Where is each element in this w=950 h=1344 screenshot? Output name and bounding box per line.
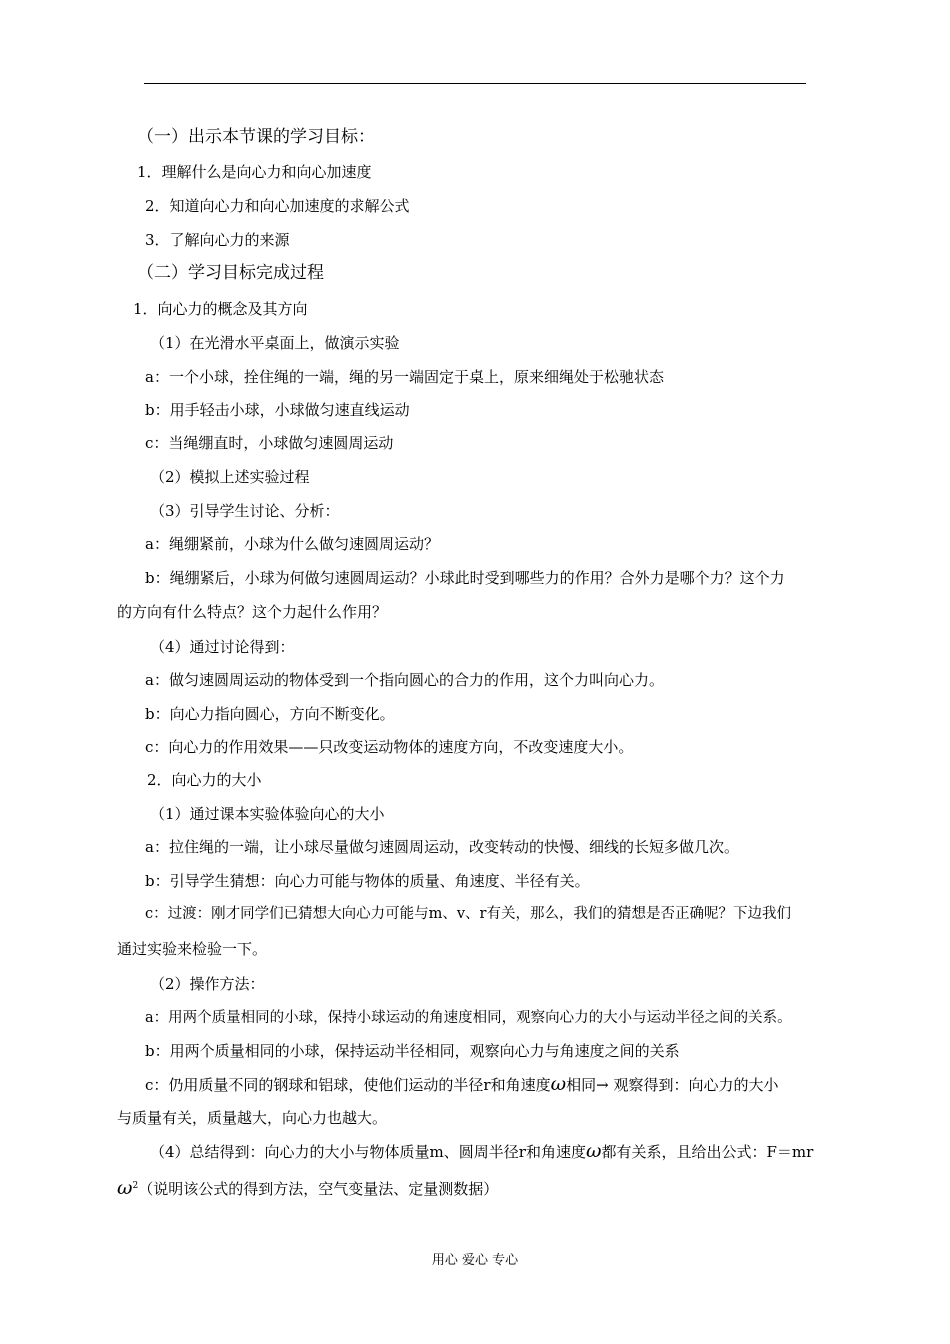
subheading-1: 1．向心力的概念及其方向 xyxy=(133,300,308,318)
paragraph: 与质量有关，质量越大，向心力也越大。 xyxy=(117,1109,388,1127)
page-footer: 用心 爱心 专心 xyxy=(431,1253,519,1268)
text-span: 都有关系，且给出公式：F＝mr xyxy=(601,1143,814,1161)
paragraph: a：拉住绳的一端，让小球尽量做匀速圆周运动，改变转动的快慢、细线的长短多做几次。 xyxy=(145,838,739,856)
text-span: 相同 xyxy=(566,1076,597,1094)
paragraph: b：用手轻击小球，小球做匀速直线运动 xyxy=(145,401,410,419)
paragraph: b：引导学生猜想：向心力可能与物体的质量、角速度、半径有关。 xyxy=(145,872,590,890)
paragraph: b：绳绷紧后，小球为何做匀速圆周运动？小球此时受到哪些力的作用？合外力是哪个力？这个力 xyxy=(145,569,785,587)
paragraph: c：当绳绷直时，小球做匀速圆周运动 xyxy=(145,434,394,452)
text-span: （4）总结得到：向心力的大小与物体质量m、圆周半径r和角速度 xyxy=(150,1143,586,1161)
header-rule xyxy=(144,83,806,84)
summary-line xyxy=(150,1141,813,1162)
objective-2: 2．知道向心力和向心加速度的求解公式 xyxy=(145,197,410,215)
paragraph: （1）在光滑水平桌面上，做演示实验 xyxy=(150,334,400,352)
omega-symbol: ω xyxy=(550,1073,567,1095)
omega-symbol: ω xyxy=(117,1177,133,1199)
arrow-icon: → xyxy=(596,1076,609,1094)
paragraph: a：用两个质量相同的小球，保持小球运动的角速度相同，观察向心力的大小与运动半径之间的关系。 xyxy=(145,1010,792,1026)
paragraph: 通过实验来检验一下。 xyxy=(117,940,268,958)
objective-3: 3．了解向心力的来源 xyxy=(145,231,290,249)
summary-line-cont xyxy=(117,1176,498,1199)
subheading-2: 2．向心力的大小 xyxy=(147,771,262,789)
paragraph: （2）模拟上述实验过程 xyxy=(150,468,310,486)
section-heading-2: （二）学习目标完成过程 xyxy=(137,263,324,283)
paragraph: a：绳绷紧前，小球为什么做匀速圆周运动？ xyxy=(145,535,439,553)
exponent: 2 xyxy=(132,1181,139,1191)
paragraph: 的方向有什么特点？这个力起什么作用？ xyxy=(117,603,388,621)
omega-symbol: ω xyxy=(585,1140,602,1162)
paragraph: b：用两个质量相同的小球，保持运动半径相同，观察向心力与角速度之间的关系 xyxy=(145,1042,680,1060)
paragraph: a：一个小球，拴住绳的一端，绳的另一端固定于桌上，原来细绳处于松驰状态 xyxy=(145,368,664,386)
paragraph: （1）通过课本实验体验向心的大小 xyxy=(150,805,385,823)
paragraph: （4）通过讨论得到： xyxy=(150,638,295,656)
paragraph: （3）引导学生讨论、分析： xyxy=(150,502,340,520)
paragraph: b：向心力指向圆心，方向不断变化。 xyxy=(145,705,395,723)
paragraph: （2）操作方法： xyxy=(150,975,265,993)
text-span: 观察得到：向心力的大小 xyxy=(608,1076,779,1094)
paragraph: c：向心力的作用效果——只改变运动物体的速度方向，不改变速度大小。 xyxy=(145,738,634,756)
section-heading-1: （一）出示本节课的学习目标： xyxy=(137,127,375,147)
text-span: （说明该公式的得到方法，空气变量法、定量测数据） xyxy=(138,1180,499,1198)
objective-1: 1．理解什么是向心力和向心加速度 xyxy=(137,163,372,181)
paragraph: c：过渡：刚才同学们已猜想大向心力可能与m、v、r有关，那么，我们的猜想是否正确呢？下边我们 xyxy=(145,906,791,922)
text-span: c：仍用质量不同的钢球和铝球，使他们运动的半径r和角速度 xyxy=(145,1076,551,1094)
paragraph: a：做匀速圆周运动的物体受到一个指向圆心的合力的作用，这个力叫向心力。 xyxy=(145,671,664,689)
paragraph xyxy=(145,1074,778,1095)
